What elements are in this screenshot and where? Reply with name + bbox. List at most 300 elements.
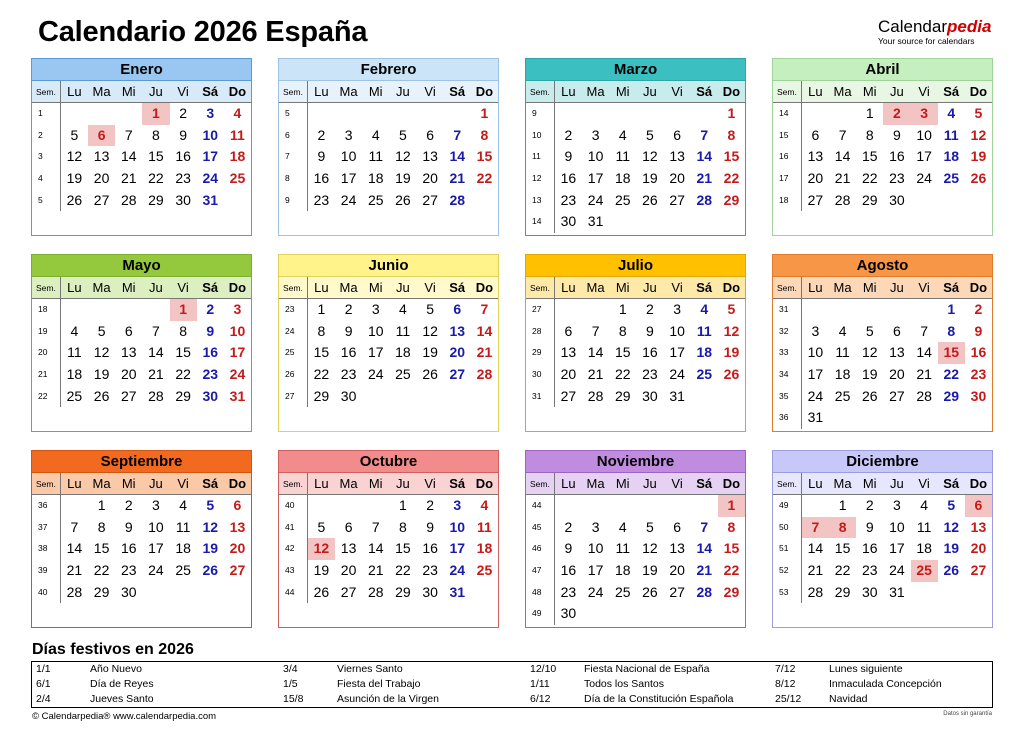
- day-cell: 5: [70, 126, 79, 143]
- day-cell: 7: [70, 518, 79, 535]
- day-cell: 19: [642, 562, 658, 579]
- day-cell: 23: [175, 170, 191, 187]
- day-cell: 5: [206, 497, 215, 513]
- day-cell: 2: [124, 497, 133, 513]
- day-cell: 25: [911, 560, 938, 582]
- day-cell: 16: [340, 344, 357, 361]
- weekday-label: Do: [722, 476, 741, 491]
- day-cell: 24: [669, 366, 685, 383]
- day-cell: 13: [807, 148, 824, 165]
- empty-cell: [883, 299, 910, 321]
- day-cell: 10: [148, 518, 164, 535]
- week-row: [32, 538, 251, 560]
- empty-cell: [417, 103, 444, 125]
- empty-cell: [115, 103, 142, 125]
- week-row: [32, 582, 251, 604]
- weekday-label: Mi: [121, 280, 136, 295]
- day-cell: 7: [480, 301, 489, 317]
- day-cell: 22: [395, 562, 411, 579]
- day-cell: 23: [642, 366, 658, 383]
- day-cell: 3: [344, 126, 353, 143]
- holiday-date: 7/12: [775, 663, 796, 675]
- week-row: [526, 538, 745, 560]
- weekday-label: Vi: [918, 280, 930, 295]
- day-cell: 29: [93, 583, 110, 600]
- weekday-label: Mi: [862, 476, 877, 491]
- weekday-label: Do: [228, 84, 247, 99]
- empty-cell: [362, 495, 389, 517]
- day-cell: 4: [371, 126, 380, 143]
- weekday-label: Lu: [561, 476, 576, 491]
- week-row: [526, 146, 745, 168]
- day-cell: 30: [560, 605, 577, 622]
- week-row: [773, 538, 992, 560]
- empty-cell: [582, 495, 609, 517]
- day-cell: 14: [696, 540, 713, 557]
- weekday-label: Ju: [890, 476, 904, 491]
- empty-cell: [664, 103, 691, 125]
- week-row: [279, 146, 498, 168]
- day-cell: 17: [807, 366, 824, 383]
- holiday-row: [281, 692, 439, 707]
- day-cell: 27: [229, 562, 246, 579]
- weekday-label: Ma: [586, 280, 605, 295]
- day-cell: 9: [426, 518, 434, 535]
- week-row: [773, 342, 992, 364]
- week-row: [526, 125, 745, 147]
- day-cell: 28: [148, 387, 164, 404]
- empty-cell: [829, 299, 856, 321]
- weekday-label: Mi: [368, 280, 383, 295]
- week-number: 49: [526, 603, 555, 625]
- day-cell: 20: [807, 170, 824, 187]
- week-row: [773, 103, 992, 125]
- day-cell: 26: [970, 170, 987, 187]
- week-number: 7: [279, 146, 308, 168]
- day-cell: 26: [943, 562, 960, 579]
- day-cell: 16: [970, 344, 987, 361]
- day-cell: 23: [313, 191, 330, 208]
- day-cell: 24: [889, 562, 905, 579]
- weekday-label: Ju: [396, 84, 410, 99]
- week-row: [526, 386, 745, 408]
- week-number: 51: [773, 538, 802, 560]
- week-row: [526, 103, 745, 125]
- day-cell: 7: [453, 126, 462, 143]
- month-title: Mayo: [32, 255, 251, 277]
- week-number: 33: [773, 342, 802, 364]
- holiday-row: [34, 662, 154, 677]
- day-cell: 22: [148, 170, 164, 187]
- week-number: 5: [32, 190, 61, 212]
- empty-cell: [636, 603, 663, 625]
- week-number-header: Sem.: [526, 81, 555, 102]
- day-cell: 9: [865, 518, 874, 535]
- day-cell: 29: [313, 387, 330, 404]
- weekday-label: Vi: [671, 280, 683, 295]
- day-cell: 4: [399, 301, 407, 317]
- empty-cell: [802, 299, 829, 321]
- holiday-date: 6/12: [530, 693, 551, 705]
- day-cell: 25: [614, 583, 631, 600]
- day-cell: 29: [614, 387, 631, 404]
- day-cell: 13: [422, 148, 438, 165]
- day-cell: 11: [395, 322, 411, 339]
- week-number: 5: [279, 103, 308, 125]
- week-row: [773, 495, 992, 517]
- footer-copyright[interactable]: © Calendarpedia® www.calendarpedia.com: [32, 711, 217, 722]
- day-cell: 1: [838, 497, 847, 513]
- weekday-header: [773, 473, 992, 495]
- day-cell: 19: [861, 366, 878, 383]
- week-number-header: Sem.: [32, 81, 61, 102]
- day-cell: 16: [889, 148, 905, 165]
- empty-cell: [856, 407, 883, 429]
- day-cell: 12: [943, 518, 960, 535]
- day-cell: 11: [67, 344, 82, 361]
- week-row: [279, 103, 498, 125]
- day-cell: 17: [340, 170, 357, 187]
- day-cell: 8: [480, 126, 489, 143]
- day-cell: 2: [974, 301, 983, 317]
- day-cell: 28: [449, 191, 466, 208]
- day-cell: 1: [865, 105, 874, 121]
- weekday-label: Ju: [643, 84, 657, 99]
- day-cell: 19: [970, 148, 987, 165]
- day-cell: 8: [865, 126, 874, 143]
- day-cell: 14: [807, 540, 824, 557]
- weekday-label: Lu: [561, 280, 576, 295]
- day-cell: 18: [66, 366, 83, 383]
- week-number-header: Sem.: [279, 277, 308, 298]
- empty-cell: [938, 407, 965, 429]
- day-cell: 25: [395, 366, 411, 383]
- day-cell: 14: [66, 540, 83, 557]
- holiday-name: Fiesta del Trabajo: [337, 678, 421, 690]
- weekday-label: Ju: [890, 84, 904, 99]
- day-cell: 21: [807, 562, 824, 579]
- week-number: 18: [773, 190, 802, 212]
- week-number: 28: [526, 321, 555, 343]
- day-cell: 18: [943, 148, 960, 165]
- day-cell: 30: [889, 191, 905, 208]
- day-cell: 8: [152, 126, 160, 143]
- weekday-label: Ma: [586, 84, 605, 99]
- day-cell: 26: [642, 191, 658, 208]
- empty-cell: [170, 582, 197, 604]
- day-cell: 30: [422, 583, 438, 600]
- day-cell: 29: [175, 387, 191, 404]
- month-title: Junio: [279, 255, 498, 277]
- weekday-header: [279, 277, 498, 299]
- week-number-header: Sem.: [279, 473, 308, 494]
- day-cell: 5: [947, 497, 956, 513]
- weekday-label: Ma: [339, 280, 358, 295]
- week-row: [32, 190, 251, 212]
- day-cell: 17: [229, 344, 246, 361]
- weekday-label: Mi: [862, 280, 877, 295]
- day-cell: 23: [889, 170, 905, 187]
- weekday-label: Mi: [615, 84, 630, 99]
- day-cell: 10: [587, 148, 604, 165]
- day-cell: 14: [916, 344, 932, 361]
- week-row: [32, 299, 251, 321]
- weekday-label: Vi: [671, 476, 683, 491]
- week-row: [526, 211, 745, 233]
- week-row: [526, 190, 745, 212]
- day-cell: 18: [696, 344, 713, 361]
- empty-cell: [609, 603, 636, 625]
- week-row: [526, 168, 745, 190]
- month-title: Septiembre: [32, 451, 251, 473]
- week-number-header: Sem.: [526, 277, 555, 298]
- week-number: 3: [32, 146, 61, 168]
- day-cell: 5: [399, 126, 407, 143]
- empty-cell: [636, 495, 663, 517]
- day-cell: 10: [889, 518, 905, 535]
- day-cell: 21: [148, 366, 164, 383]
- empty-cell: [471, 582, 498, 604]
- day-cell: 14: [834, 148, 851, 165]
- empty-cell: [938, 582, 965, 604]
- holiday-name: Asunción de la Virgen: [337, 693, 439, 705]
- empty-cell: [691, 211, 718, 233]
- day-cell: 2: [865, 497, 874, 513]
- day-cell: 16: [422, 540, 438, 557]
- day-cell: 5: [97, 322, 106, 339]
- day-cell: 9: [646, 322, 654, 339]
- day-cell: 4: [70, 322, 79, 339]
- weekday-label: Mi: [368, 84, 383, 99]
- day-cell: 21: [916, 366, 932, 383]
- empty-cell: [335, 495, 362, 517]
- week-number: 11: [526, 146, 555, 168]
- week-number: 24: [279, 321, 308, 343]
- empty-cell: [115, 299, 142, 321]
- day-cell: 23: [861, 562, 878, 579]
- empty-cell: [718, 211, 745, 233]
- week-row: [773, 299, 992, 321]
- weekday-label: Sá: [943, 280, 960, 295]
- holiday-name: Jueves Santo: [90, 693, 154, 705]
- day-cell: 10: [449, 518, 466, 535]
- empty-cell: [61, 299, 88, 321]
- day-cell: 2: [206, 301, 215, 317]
- day-cell: 26: [642, 583, 658, 600]
- weekday-label: Ma: [92, 84, 111, 99]
- day-cell: 18: [395, 344, 411, 361]
- day-cell: 22: [313, 366, 330, 383]
- holiday-name: Navidad: [829, 693, 868, 705]
- day-cell: 1: [718, 495, 745, 517]
- day-cell: 21: [587, 366, 604, 383]
- empty-cell: [582, 299, 609, 321]
- day-cell: 15: [861, 148, 878, 165]
- day-cell: 5: [727, 301, 736, 317]
- day-cell: 5: [865, 322, 874, 339]
- day-cell: 21: [367, 562, 384, 579]
- day-cell: 28: [807, 583, 824, 600]
- calendarpedia-logo[interactable]: [878, 17, 992, 46]
- day-cell: 20: [669, 562, 685, 579]
- week-number: 39: [32, 560, 61, 582]
- day-cell: 29: [723, 583, 740, 600]
- empty-cell: [224, 582, 251, 604]
- day-cell: 13: [340, 540, 357, 557]
- week-row: [526, 299, 745, 321]
- holiday-date: 1/5: [283, 678, 298, 690]
- empty-cell: [389, 103, 416, 125]
- day-cell: 22: [476, 170, 493, 187]
- empty-cell: [417, 386, 444, 408]
- holiday-name: Inmaculada Concepción: [829, 678, 942, 690]
- day-cell: 13: [970, 518, 987, 535]
- day-cell: 10: [367, 322, 384, 339]
- day-cell: 27: [669, 583, 685, 600]
- day-cell: 27: [93, 191, 110, 208]
- day-cell: 10: [807, 344, 824, 361]
- week-row: [773, 407, 992, 429]
- day-cell: 27: [807, 191, 824, 208]
- empty-cell: [389, 386, 416, 408]
- day-cell: 12: [861, 344, 878, 361]
- day-cell: 21: [476, 344, 493, 361]
- week-number: 47: [526, 560, 555, 582]
- holiday-name: Día de la Constitución Española: [584, 693, 734, 705]
- week-row: [526, 582, 745, 604]
- day-cell: 21: [449, 170, 466, 187]
- weekday-label: Lu: [67, 84, 82, 99]
- day-cell: 15: [93, 540, 110, 557]
- empty-cell: [142, 299, 169, 321]
- holiday-row: [34, 677, 154, 692]
- day-cell: 28: [834, 191, 851, 208]
- week-number: 32: [773, 321, 802, 343]
- day-cell: 7: [700, 126, 709, 143]
- day-cell: 27: [449, 366, 466, 383]
- day-cell: 11: [477, 518, 492, 535]
- week-number: 21: [32, 364, 61, 386]
- day-cell: 22: [723, 170, 740, 187]
- holidays-column: [281, 662, 439, 707]
- weekday-label: Do: [228, 280, 247, 295]
- day-cell: 4: [700, 301, 709, 317]
- empty-cell: [308, 495, 335, 517]
- weekday-label: Ma: [339, 84, 358, 99]
- empty-cell: [609, 211, 636, 233]
- day-cell: 26: [202, 562, 219, 579]
- week-row: [526, 364, 745, 386]
- day-cell: 23: [120, 562, 137, 579]
- day-cell: 13: [669, 540, 685, 557]
- day-cell: 7: [802, 517, 829, 539]
- empty-cell: [555, 103, 582, 125]
- day-cell: 29: [861, 191, 878, 208]
- empty-cell: [142, 582, 169, 604]
- month-febrero: [278, 58, 499, 236]
- day-cell: 27: [340, 583, 357, 600]
- weekday-label: Vi: [918, 476, 930, 491]
- day-cell: 7: [152, 322, 160, 339]
- weekday-label: Vi: [424, 476, 436, 491]
- weekday-label: Lu: [314, 280, 329, 295]
- day-cell: 3: [453, 497, 462, 513]
- holiday-name: Día de Reyes: [90, 678, 154, 690]
- day-cell: 17: [889, 540, 905, 557]
- day-cell: 7: [124, 126, 133, 143]
- holiday-row: [773, 677, 942, 692]
- week-number: 1: [32, 103, 61, 125]
- weekday-label: Lu: [314, 84, 329, 99]
- day-cell: 14: [120, 148, 137, 165]
- week-number: 20: [32, 342, 61, 364]
- day-cell: 28: [916, 387, 932, 404]
- day-cell: 18: [834, 366, 851, 383]
- weekday-label: Mi: [368, 476, 383, 491]
- holiday-row: [773, 692, 942, 707]
- day-cell: 28: [367, 583, 384, 600]
- week-number: 37: [32, 517, 61, 539]
- week-number: 40: [32, 582, 61, 604]
- day-cell: 29: [943, 387, 960, 404]
- day-cell: 4: [618, 126, 627, 143]
- day-cell: 7: [920, 322, 928, 339]
- week-row: [773, 168, 992, 190]
- day-cell: 13: [560, 344, 577, 361]
- day-cell: 5: [974, 105, 983, 121]
- month-title: Octubre: [279, 451, 498, 473]
- empty-cell: [691, 495, 718, 517]
- empty-cell: [61, 103, 88, 125]
- day-cell: 15: [723, 540, 740, 557]
- day-cell: 17: [202, 148, 219, 165]
- day-cell: 27: [970, 562, 987, 579]
- day-cell: 8: [179, 322, 187, 339]
- month-title: Enero: [32, 59, 251, 81]
- day-cell: 25: [66, 387, 83, 404]
- week-number: 17: [773, 168, 802, 190]
- day-cell: 29: [148, 191, 164, 208]
- week-number: 2: [32, 125, 61, 147]
- day-cell: 2: [344, 301, 353, 317]
- week-row: [279, 582, 498, 604]
- month-diciembre: [772, 450, 993, 628]
- day-cell: 1: [727, 105, 736, 121]
- day-cell: 6: [893, 322, 901, 339]
- holidays-column: [528, 662, 733, 707]
- day-cell: 14: [148, 344, 164, 361]
- day-cell: 13: [669, 148, 685, 165]
- week-number: 36: [32, 495, 61, 517]
- empty-cell: [911, 582, 938, 604]
- day-cell: 22: [943, 366, 960, 383]
- holidays-column: [773, 662, 942, 707]
- day-cell: 31: [807, 409, 824, 426]
- holiday-row: [528, 662, 733, 677]
- day-cell: 7: [371, 518, 380, 535]
- week-row: [773, 560, 992, 582]
- month-mayo: [31, 254, 252, 432]
- empty-cell: [802, 495, 829, 517]
- day-cell: 30: [642, 387, 658, 404]
- day-cell: 13: [120, 344, 137, 361]
- empty-cell: [582, 103, 609, 125]
- day-cell: 24: [587, 583, 604, 600]
- day-cell: 24: [807, 387, 824, 404]
- week-number: 19: [32, 321, 61, 343]
- empty-cell: [829, 103, 856, 125]
- day-cell: 2: [564, 126, 573, 143]
